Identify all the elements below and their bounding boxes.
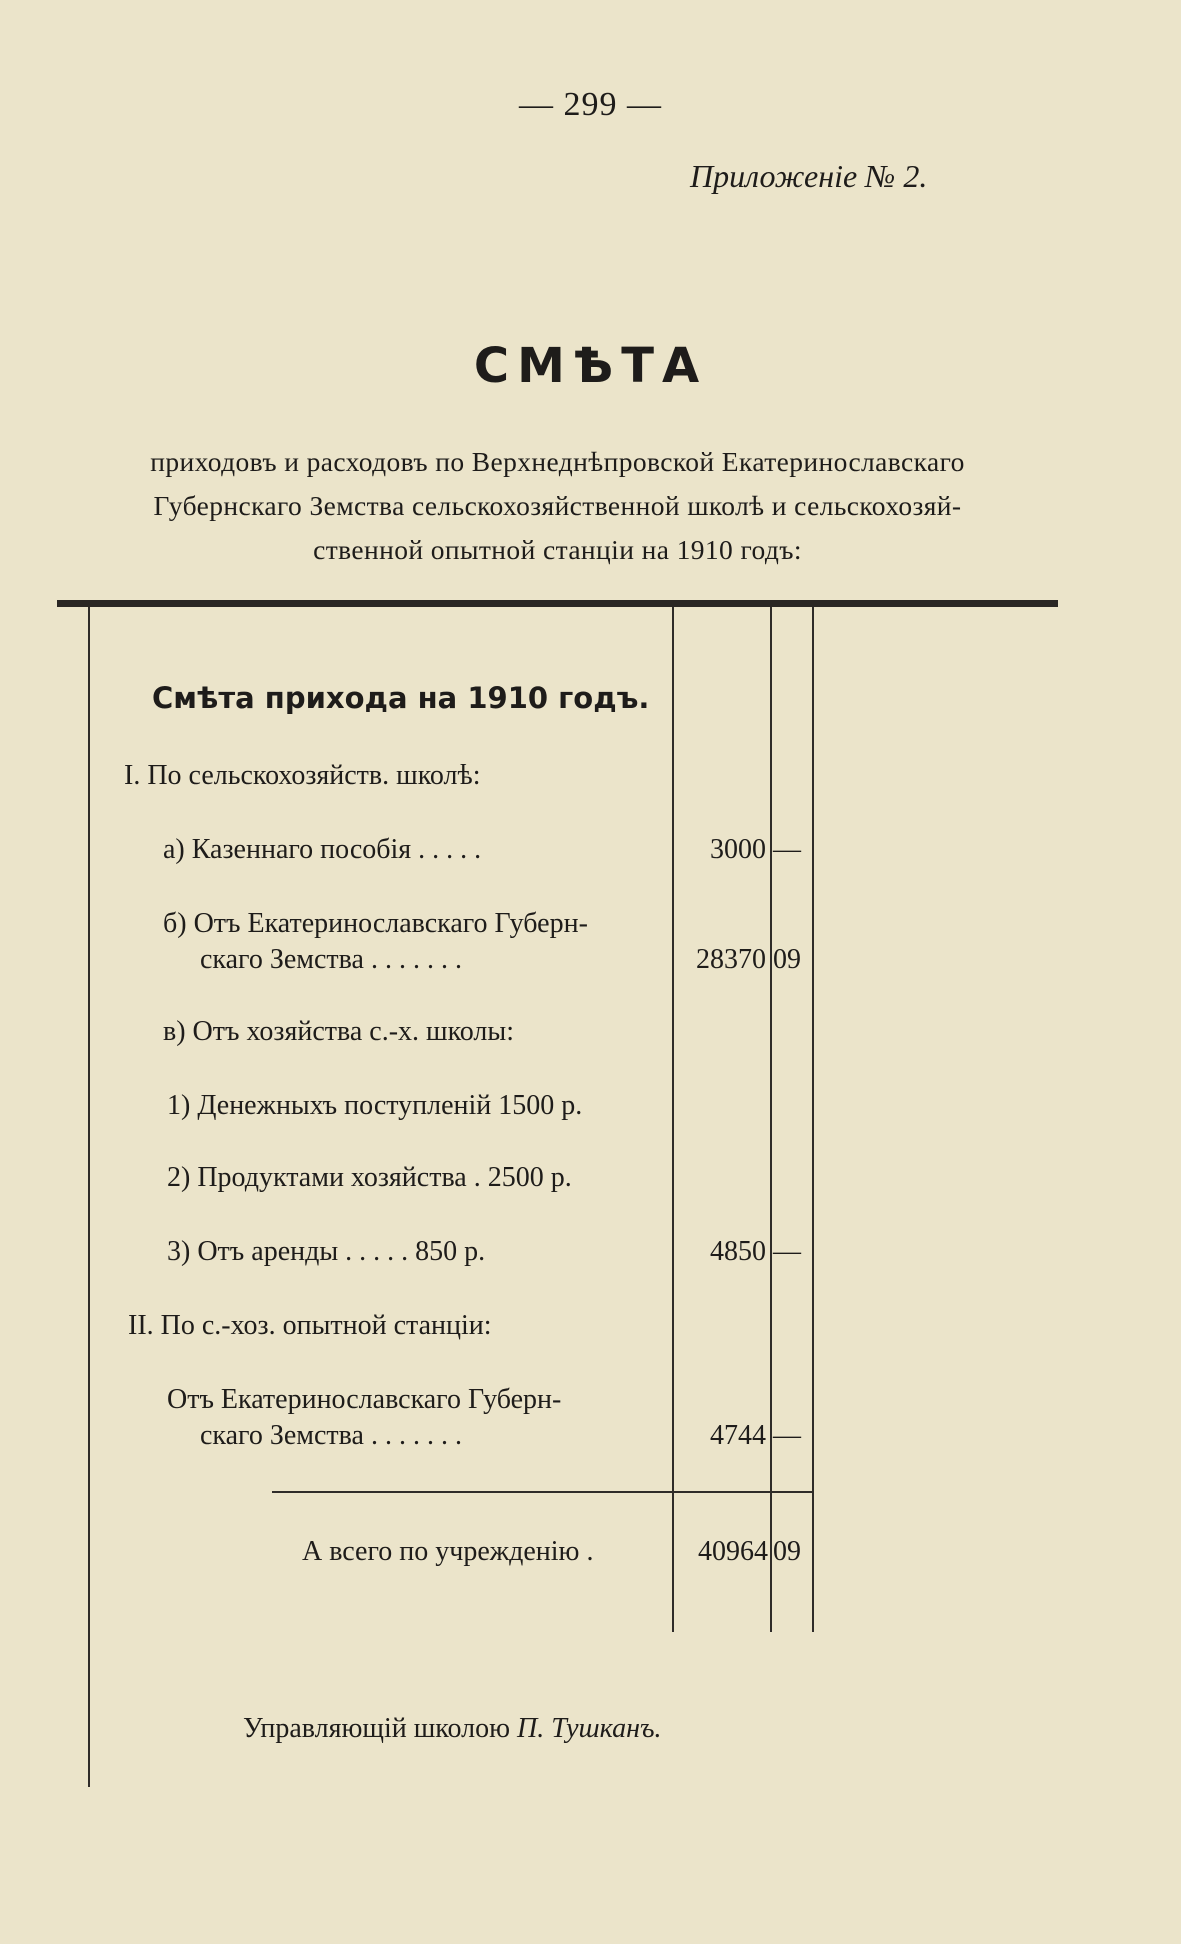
item-b-label-1: б) Отъ Екатеринославскаго Губерн- <box>163 908 588 939</box>
total-separator-rule <box>272 1491 812 1493</box>
document-title: СМѢТА <box>473 338 708 394</box>
item-c-rubles: 4744 <box>710 1420 766 1451</box>
sub-item-2-label: 2) Продуктами хозяйства . 2500 р. <box>167 1162 572 1193</box>
appendix-label: Приложенiе № 2. <box>690 158 928 194</box>
signature-label: Управляющiй школою <box>243 1713 510 1744</box>
item-a-label: а) Казеннаго пособiя . . . . . <box>163 834 482 865</box>
signature-line <box>243 1713 662 1745</box>
item-c-kopecks: — <box>773 1420 801 1451</box>
subtitle-line-3: ственной опытной станцiи на 1910 годъ: <box>313 534 802 565</box>
table-top-rule <box>57 600 1058 607</box>
subtitle <box>90 440 1025 572</box>
signature-name: П. Тушканъ. <box>516 1713 662 1744</box>
column-divider-rub-left <box>672 607 674 1632</box>
page-number: — 299 — <box>519 86 662 123</box>
item-b-kopecks: 09 <box>773 944 801 975</box>
total-kopecks: 09 <box>773 1536 801 1567</box>
section-2-label: II. По с.-хоз. опытной станцiи: <box>128 1310 492 1341</box>
table-left-border <box>88 607 90 1787</box>
item-a-rubles: 3000 <box>710 834 766 865</box>
subtitle-line-1: приходовъ и расходовъ по Верхнеднѣпровской Екатеринославскаго <box>150 446 965 477</box>
item-c-label-1: Отъ Екатеринославскаго Губерн- <box>167 1384 562 1415</box>
sub-item-3-rubles: 4850 <box>710 1236 766 1267</box>
table-heading: Смѣта прихода на 1910 годъ. <box>152 681 650 715</box>
item-b-label-2: скаго Земства . . . . . . . <box>200 944 462 975</box>
column-divider-kop-left <box>770 607 772 1632</box>
item-a-kopecks: — <box>773 834 801 865</box>
sub-item-3-label: 3) Отъ аренды . . . . . 850 р. <box>167 1236 486 1267</box>
sub-item-3-kopecks: — <box>773 1236 801 1267</box>
item-b-rubles: 28370 <box>696 944 766 975</box>
sub-item-1-label: 1) Денежныхъ поступленiй 1500 р. <box>167 1090 583 1121</box>
column-divider-kop-right <box>812 607 814 1632</box>
total-label: А всего по учрежденiю . <box>302 1536 594 1567</box>
item-v-label: в) Отъ хозяйства с.-х. школы: <box>163 1016 514 1047</box>
section-1-label: I. По сельскохозяйств. школѣ: <box>124 760 481 791</box>
item-c-label-2: скаго Земства . . . . . . . <box>200 1420 462 1451</box>
subtitle-line-2: Губернскаго Земства сельскохозяйственной школѣ и сельскохозяй- <box>153 490 962 521</box>
total-rubles: 40964 <box>698 1536 768 1567</box>
